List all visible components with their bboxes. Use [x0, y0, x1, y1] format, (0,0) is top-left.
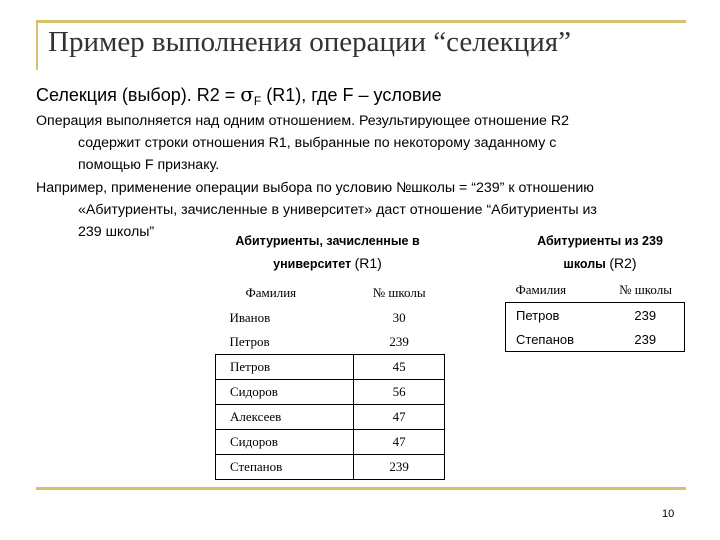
table2-cell-surname: Степанов — [516, 331, 575, 347]
table1-cell-school: 30 — [392, 310, 406, 325]
table1-bordered-group — [216, 355, 445, 480]
table2-header-surname: Фамилия — [515, 282, 567, 297]
table1-cell-surname: Петров — [216, 355, 354, 380]
paragraph-operation-line3: помощью F признаку. — [78, 157, 220, 173]
table2-cell-surname: Петров — [516, 307, 560, 323]
table1-caption-line1: Абитуриенты, зачисленные в — [235, 234, 420, 248]
table-row — [216, 306, 445, 330]
paragraph-operation-line2: содержит строки отношения R1, выбранные по некоторому заданному с — [78, 135, 557, 151]
table2-header-row — [506, 278, 685, 303]
table1-cell-school: 239 — [354, 455, 445, 480]
table1-cell-school: 239 — [389, 334, 409, 349]
table-row — [216, 380, 445, 405]
paragraph-example-line2: «Абитуриенты, зачисленные в университет» даст отношение “Абитуриенты из — [78, 202, 597, 218]
table1-caption-line2: университет — [273, 257, 352, 271]
table2-caption — [510, 230, 690, 275]
table1-cell-surname: Петров — [229, 334, 270, 349]
paragraph-operation — [36, 110, 569, 176]
table1-header-school: № школы — [372, 285, 426, 300]
sigma-symbol: σ — [240, 82, 254, 106]
left-rule — [36, 20, 38, 70]
slide-title: Пример выполнения операции “селекция” — [48, 26, 571, 58]
top-rule — [36, 20, 686, 23]
table1-header-surname: Фамилия — [245, 285, 297, 300]
table2-caption-name: (R2) — [609, 255, 637, 271]
table-row — [216, 355, 445, 380]
table-row — [216, 455, 445, 480]
paragraph-example-line1: Например, применение операции выбора по условию №школы = “239” к отношению — [36, 180, 594, 196]
table-r1 — [215, 280, 445, 480]
table-row — [506, 327, 685, 352]
table-row — [506, 303, 685, 328]
definition-prefix: Селекция (выбор). R2 = — [36, 85, 241, 105]
table2-header-school: № школы — [619, 282, 672, 297]
table1-cell-surname: Иванов — [229, 310, 271, 325]
table1-cell-surname: Алексеев — [216, 405, 354, 430]
definition-line — [36, 82, 442, 106]
table1-cell-school: 47 — [354, 405, 445, 430]
table2-cell-school: 239 — [634, 307, 657, 323]
sigma-subscript: F — [253, 94, 262, 108]
table1-cell-school: 47 — [354, 430, 445, 455]
table1-caption — [215, 230, 440, 275]
table-r2 — [505, 278, 685, 352]
table2-cell-school: 239 — [634, 331, 657, 347]
table-row — [216, 330, 445, 355]
table1-caption-name: (R1) — [354, 255, 382, 271]
page-number: 10 — [662, 508, 675, 520]
table2-bordered-group — [506, 303, 685, 352]
paragraph-example-line3: 239 школы” — [78, 224, 155, 240]
bottom-rule — [36, 487, 686, 490]
table1-cell-surname: Сидоров — [216, 380, 354, 405]
table-row — [216, 430, 445, 455]
table1-cell-surname: Сидоров — [216, 430, 354, 455]
table-row — [216, 405, 445, 430]
table2-caption-line1: Абитуриенты из 239 — [537, 234, 663, 248]
table1-cell-surname: Степанов — [216, 455, 354, 480]
paragraph-operation-line1: Операция выполняется над одним отношением. Результирующее отношение R2 — [36, 113, 569, 129]
table1-header-row — [216, 280, 445, 306]
definition-suffix: (R1), где F – условие — [261, 85, 442, 105]
table1-cell-school: 56 — [354, 380, 445, 405]
table2-caption-line2: школы — [563, 257, 606, 271]
table1-cell-school: 45 — [354, 355, 445, 380]
